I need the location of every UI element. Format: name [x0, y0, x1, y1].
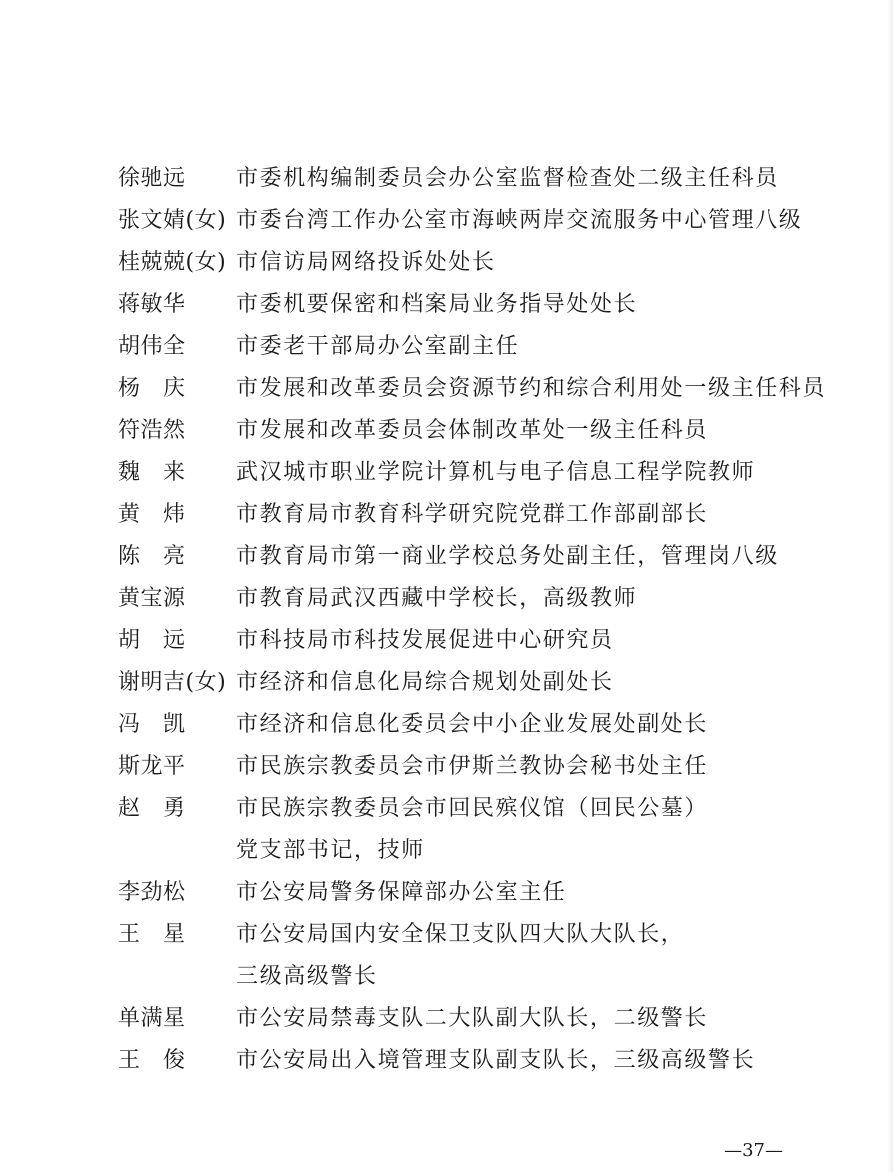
person-name: 黄宝源 — [118, 586, 186, 611]
person-name: 杨 庆 — [118, 376, 186, 401]
position-line: 市民族宗教委员会市伊斯兰教协会秘书处主任 — [236, 754, 709, 779]
person-name: 斯龙平 — [118, 754, 186, 779]
person-name: 黄 炜 — [118, 502, 186, 527]
position-line: 市民族宗教委员会市回民殡仪馆（回民公墓） — [236, 796, 709, 821]
position-line: 市委机要保密和档案局业务指导处处长 — [236, 292, 638, 317]
position-line: 市委机构编制委员会办公室监督检查处二级主任科员 — [236, 166, 779, 191]
person-name: 王 星 — [118, 922, 186, 947]
position-description — [236, 914, 818, 998]
position-line: 市发展和改革委员会资源节约和综合利用处一级主任科员 — [236, 376, 827, 401]
list-item — [118, 746, 818, 788]
position-line: 市信访局网络投诉处处长 — [236, 250, 496, 275]
person-name: 徐驰远 — [118, 166, 186, 191]
position-description — [236, 662, 818, 704]
position-description — [236, 620, 818, 662]
list-item — [118, 872, 818, 914]
position-line: 市公安局国内安全保卫支队四大队大队长， — [236, 922, 685, 947]
list-item — [118, 242, 818, 284]
person-name: 蒋敏华 — [118, 292, 186, 317]
position-line: 三级高级警长 — [236, 964, 378, 989]
position-description — [236, 998, 818, 1040]
list-item — [118, 704, 818, 746]
list-item — [118, 662, 818, 704]
person-name: 谢明吉(女) — [118, 670, 227, 695]
position-line: 市教育局市第一商业学校总务处副主任，管理岗八级 — [236, 544, 779, 569]
person-name: 冯 凯 — [118, 712, 186, 737]
position-description — [236, 578, 818, 620]
position-description — [236, 1040, 818, 1082]
position-line: 市委台湾工作办公室市海峡两岸交流服务中心管理八级 — [236, 208, 803, 233]
list-item — [118, 494, 818, 536]
position-description — [236, 452, 818, 494]
position-description — [236, 158, 818, 200]
position-description — [236, 872, 818, 914]
list-item — [118, 998, 818, 1040]
person-name: 符浩然 — [118, 418, 186, 443]
position-line: 市委老干部局办公室副主任 — [236, 334, 520, 359]
position-line: 市教育局市教育科学研究院党群工作部副部长 — [236, 502, 709, 527]
list-item — [118, 452, 818, 494]
person-name: 张文婧(女) — [118, 208, 227, 233]
list-item — [118, 284, 818, 326]
list-item — [118, 536, 818, 578]
name-list — [118, 158, 827, 1082]
list-item — [118, 578, 818, 620]
person-name: 单满星 — [118, 1006, 186, 1031]
person-name: 陈 亮 — [118, 544, 186, 569]
position-description — [236, 788, 818, 872]
position-line: 市经济和信息化局综合规划处副处长 — [236, 670, 614, 695]
position-line: 市公安局警务保障部办公室主任 — [236, 880, 567, 905]
list-item — [118, 368, 827, 410]
position-line: 市公安局禁毒支队二大队副大队长，二级警长 — [236, 1006, 709, 1031]
person-name: 王 俊 — [118, 1048, 186, 1073]
person-name: 桂兢兢(女) — [118, 250, 227, 275]
list-item — [118, 620, 818, 662]
position-description — [236, 494, 818, 536]
position-description — [236, 536, 818, 578]
position-line: 市发展和改革委员会体制改革处一级主任科员 — [236, 418, 709, 443]
position-line: 武汉城市职业学院计算机与电子信息工程学院教师 — [236, 460, 756, 485]
position-description — [236, 368, 826, 410]
list-item — [118, 410, 818, 452]
position-line: 市教育局武汉西藏中学校长，高级教师 — [236, 586, 638, 611]
list-item — [118, 788, 818, 872]
position-line: 市公安局出入境管理支队副支队长，三级高级警长 — [236, 1048, 756, 1073]
page-number: —37— — [724, 1140, 783, 1161]
list-item — [118, 1040, 818, 1082]
list-item — [118, 326, 818, 368]
position-line: 党支部书记，技师 — [236, 838, 425, 863]
position-description — [236, 200, 818, 242]
position-description — [236, 242, 818, 284]
list-item — [118, 200, 818, 242]
page-edge-shadow — [887, 0, 893, 1172]
position-description — [236, 746, 818, 788]
person-name: 胡伟全 — [118, 334, 186, 359]
list-item — [118, 158, 818, 200]
position-description — [236, 704, 818, 746]
person-name: 李劲松 — [118, 880, 186, 905]
position-description — [236, 410, 818, 452]
position-line: 市经济和信息化委员会中小企业发展处副处长 — [236, 712, 709, 737]
list-item — [118, 914, 818, 998]
position-description — [236, 326, 818, 368]
position-line: 市科技局市科技发展促进中心研究员 — [236, 628, 614, 653]
person-name: 魏 来 — [118, 460, 186, 485]
person-name: 胡 远 — [118, 628, 186, 653]
person-name: 赵 勇 — [118, 796, 186, 821]
position-description — [236, 284, 818, 326]
